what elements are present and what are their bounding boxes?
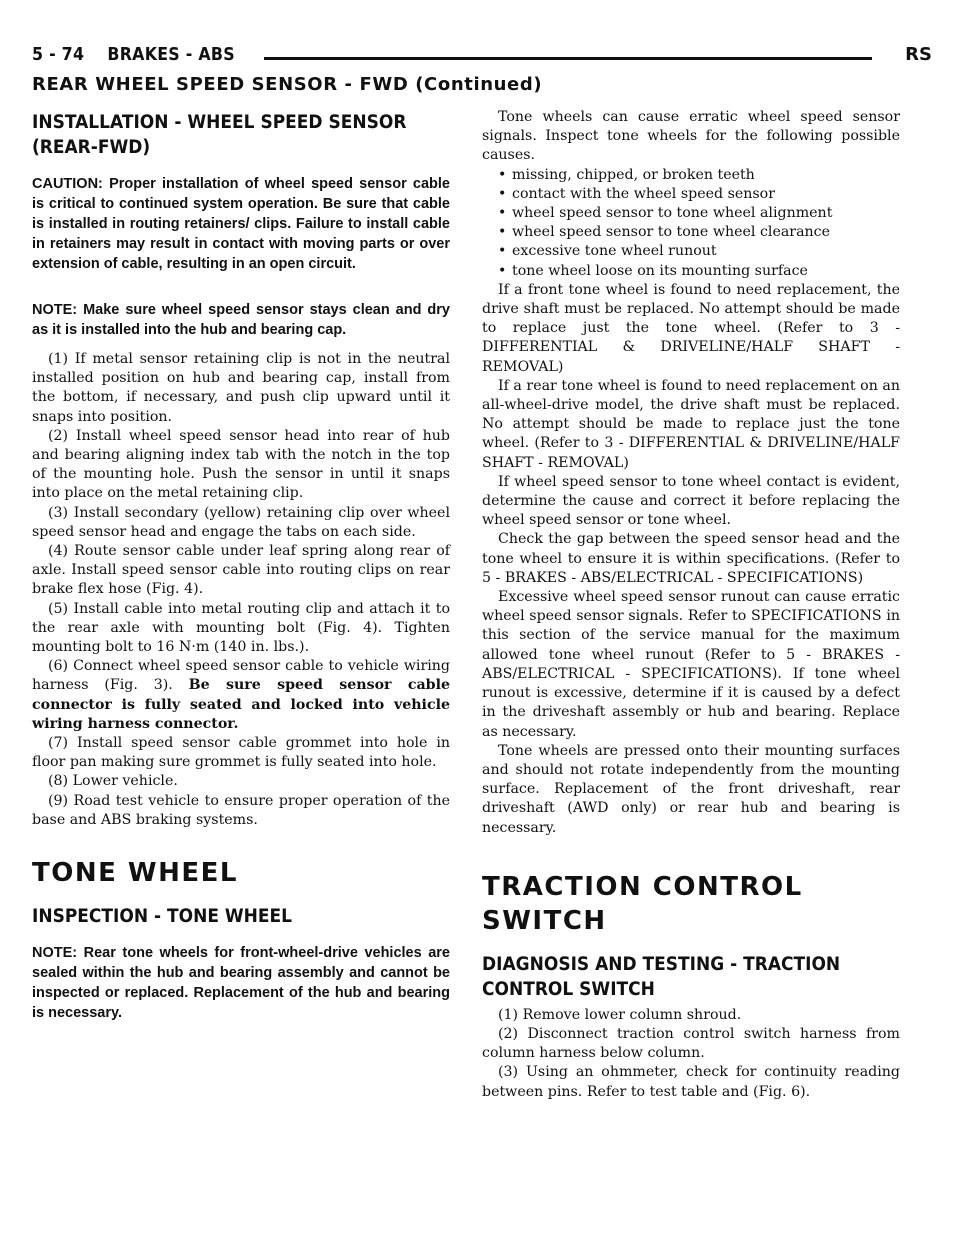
manual-code: RS — [905, 44, 932, 65]
step-9: (9) Road test vehicle to ensure proper operation of the base and ABS braking systems. — [32, 792, 450, 828]
install-heading-line1: INSTALLATION - WHEEL SPEED SENSOR — [32, 112, 407, 133]
list-item: • wheel speed sensor to tone wheel clearance — [498, 223, 900, 242]
step-4: (4) Route sensor cable under leaf spring along rear of axle. Install speed sensor cable into routing clips on rear brake flex hose (Fig. 4). — [32, 543, 450, 598]
step-8: (8) Lower vehicle. — [48, 773, 178, 790]
step-6-text: (6) Connect wheel speed sensor cable to vehicle wiring harness (Fig. 3). — [32, 658, 450, 694]
rear-tone-wheel-paragraph: If a rear tone wheel is found to need replacement on an all-wheel-drive model, the drive shaft must be replaced. No attempt should be made to replace just the tone wheel. (Refer to 3 - DIFFERENTIAL & DRIVELINE/HALF SHAFT - REMOVAL) — [482, 377, 900, 471]
runout-paragraph: Excessive wheel speed sensor runout can cause erratic wheel speed sensor signals. Refer to SPECIFICATIONS in this section of the service manual for the maximum allowed tone wheel runout (Refer to 5 - BRAKES - ABS/ELECTRICAL - SPECIFICATIONS). If tone wheel runout is excessive, determine if it is caused by a defect in the driveshaft assembly or hub and bearing. Replace as necessary. — [482, 589, 900, 740]
diag-step-2: (2) Disconnect traction control switch harness from column harness below column. — [482, 1025, 900, 1062]
diagnosis-heading-line2: CONTROL SWITCH — [482, 978, 655, 1000]
front-tone-wheel-paragraph: If a front tone wheel is found to need replacement, the drive shaft must be replaced. No attempt should be made to replace just the tone wheel. (Refer to 3 - DIFFERENTIAL & DRIVELINE/HALF SHAFT - REMOVAL) — [482, 281, 900, 375]
page-number-section: 5 - 74 BRAKES - ABS — [32, 44, 235, 65]
install-heading — [32, 110, 417, 160]
diagnosis-heading — [482, 952, 867, 1002]
note-rear-tone-wheels: NOTE: Rear tone wheels for front-wheel-drive vehicles are sealed within the hub and bearing assembly and cannot be inspected or replaced. Replacement of the hub and bearing is necessary. — [32, 945, 450, 1022]
note-clean-dry: NOTE: Make sure wheel speed sensor stays clean and dry as it is installed into the hub and bearing cap. — [32, 302, 450, 338]
list-item: • wheel speed sensor to tone wheel alignment — [498, 204, 900, 223]
page-header — [32, 44, 932, 72]
diag-step-1: (1) Remove lower column shroud. — [498, 1006, 742, 1023]
gap-paragraph: Check the gap between the speed sensor head and the tone wheel to ensure it is within specifications. (Refer to 5 - BRAKES - ABS/ELECTRICAL - SPECIFICATIONS) — [482, 531, 900, 586]
pressed-paragraph: Tone wheels are pressed onto their mounting surfaces and should not rotate independently from the mounting surface. Replacement of the front driveshaft, rear driveshaft (AWD only) or rear hub and bearing is necessary. — [482, 742, 900, 836]
diag-step-3: (3) Using an ohmmeter, check for continuity reading between pins. Refer to test table and (Fig. 6). — [482, 1064, 900, 1100]
step-2: (2) Install wheel speed sensor head into rear of hub and bearing aligning index tab with the notch in the top of the mounting hole. Push the sensor in until it snaps into place on the metal retaining clip. — [32, 427, 450, 502]
list-item: • missing, chipped, or broken teeth — [498, 166, 900, 185]
step-6-warning: Be sure speed sensor cable connector is fully seated and locked into vehicle wiring harness connector. — [32, 677, 450, 732]
install-heading-line2: (REAR-FWD) — [32, 137, 151, 158]
traction-control-heading: TRACTION CONTROL SWITCH — [482, 871, 803, 936]
step-5: (5) Install cable into metal routing clip and attach it to the rear axle with mounting bolt (Fig. 4). Tighten mounting bolt to 16 N·m (140 in. lbs.). — [32, 600, 450, 656]
tone-wheel-intro: Tone wheels can cause erratic wheel speed sensor signals. Inspect tone wheels for the following possible causes. — [482, 109, 900, 164]
list-item: • excessive tone wheel runout — [498, 242, 900, 261]
contact-paragraph: If wheel speed sensor to tone wheel contact is evident, determine the cause and correct it before replacing the wheel speed sensor or tone wheel. — [482, 473, 900, 529]
step-3: (3) Install secondary (yellow) retaining clip over wheel speed sensor head and engage the tabs on each side. — [32, 504, 450, 540]
header-rule — [264, 57, 872, 60]
step-6 — [32, 657, 450, 734]
tone-wheel-heading: TONE WHEEL — [32, 858, 238, 889]
left-column — [32, 110, 450, 1037]
step-7: (7) Install speed sensor cable grommet into hole in floor pan making sure grommet is fully seated into hole. — [32, 735, 450, 771]
diagnosis-heading-line1: DIAGNOSIS AND TESTING - TRACTION — [482, 953, 841, 975]
step-1: (1) If metal sensor retaining clip is not in the neutral installed position on hub and bearing cap, install from the bottom, if necessary, and push clip upward until it snaps into position. — [32, 351, 450, 425]
right-column — [482, 108, 900, 1102]
continued-heading: REAR WHEEL SPEED SENSOR - FWD (Continued) — [32, 74, 543, 95]
list-item: • contact with the wheel speed sensor — [498, 185, 900, 204]
caution-note: CAUTION: Proper installation of wheel speed sensor cable is critical to continued system operation. Be sure that cable is installed in routing retainers/ clips. Failure to install cable in retainers may result in contact with moving parts or over extension of cable, resulting in an open circuit. — [32, 176, 450, 272]
list-item: • tone wheel loose on its mounting surface — [498, 262, 900, 281]
causes-list — [482, 166, 900, 281]
inspection-heading: INSPECTION - TONE WHEEL — [32, 906, 293, 928]
